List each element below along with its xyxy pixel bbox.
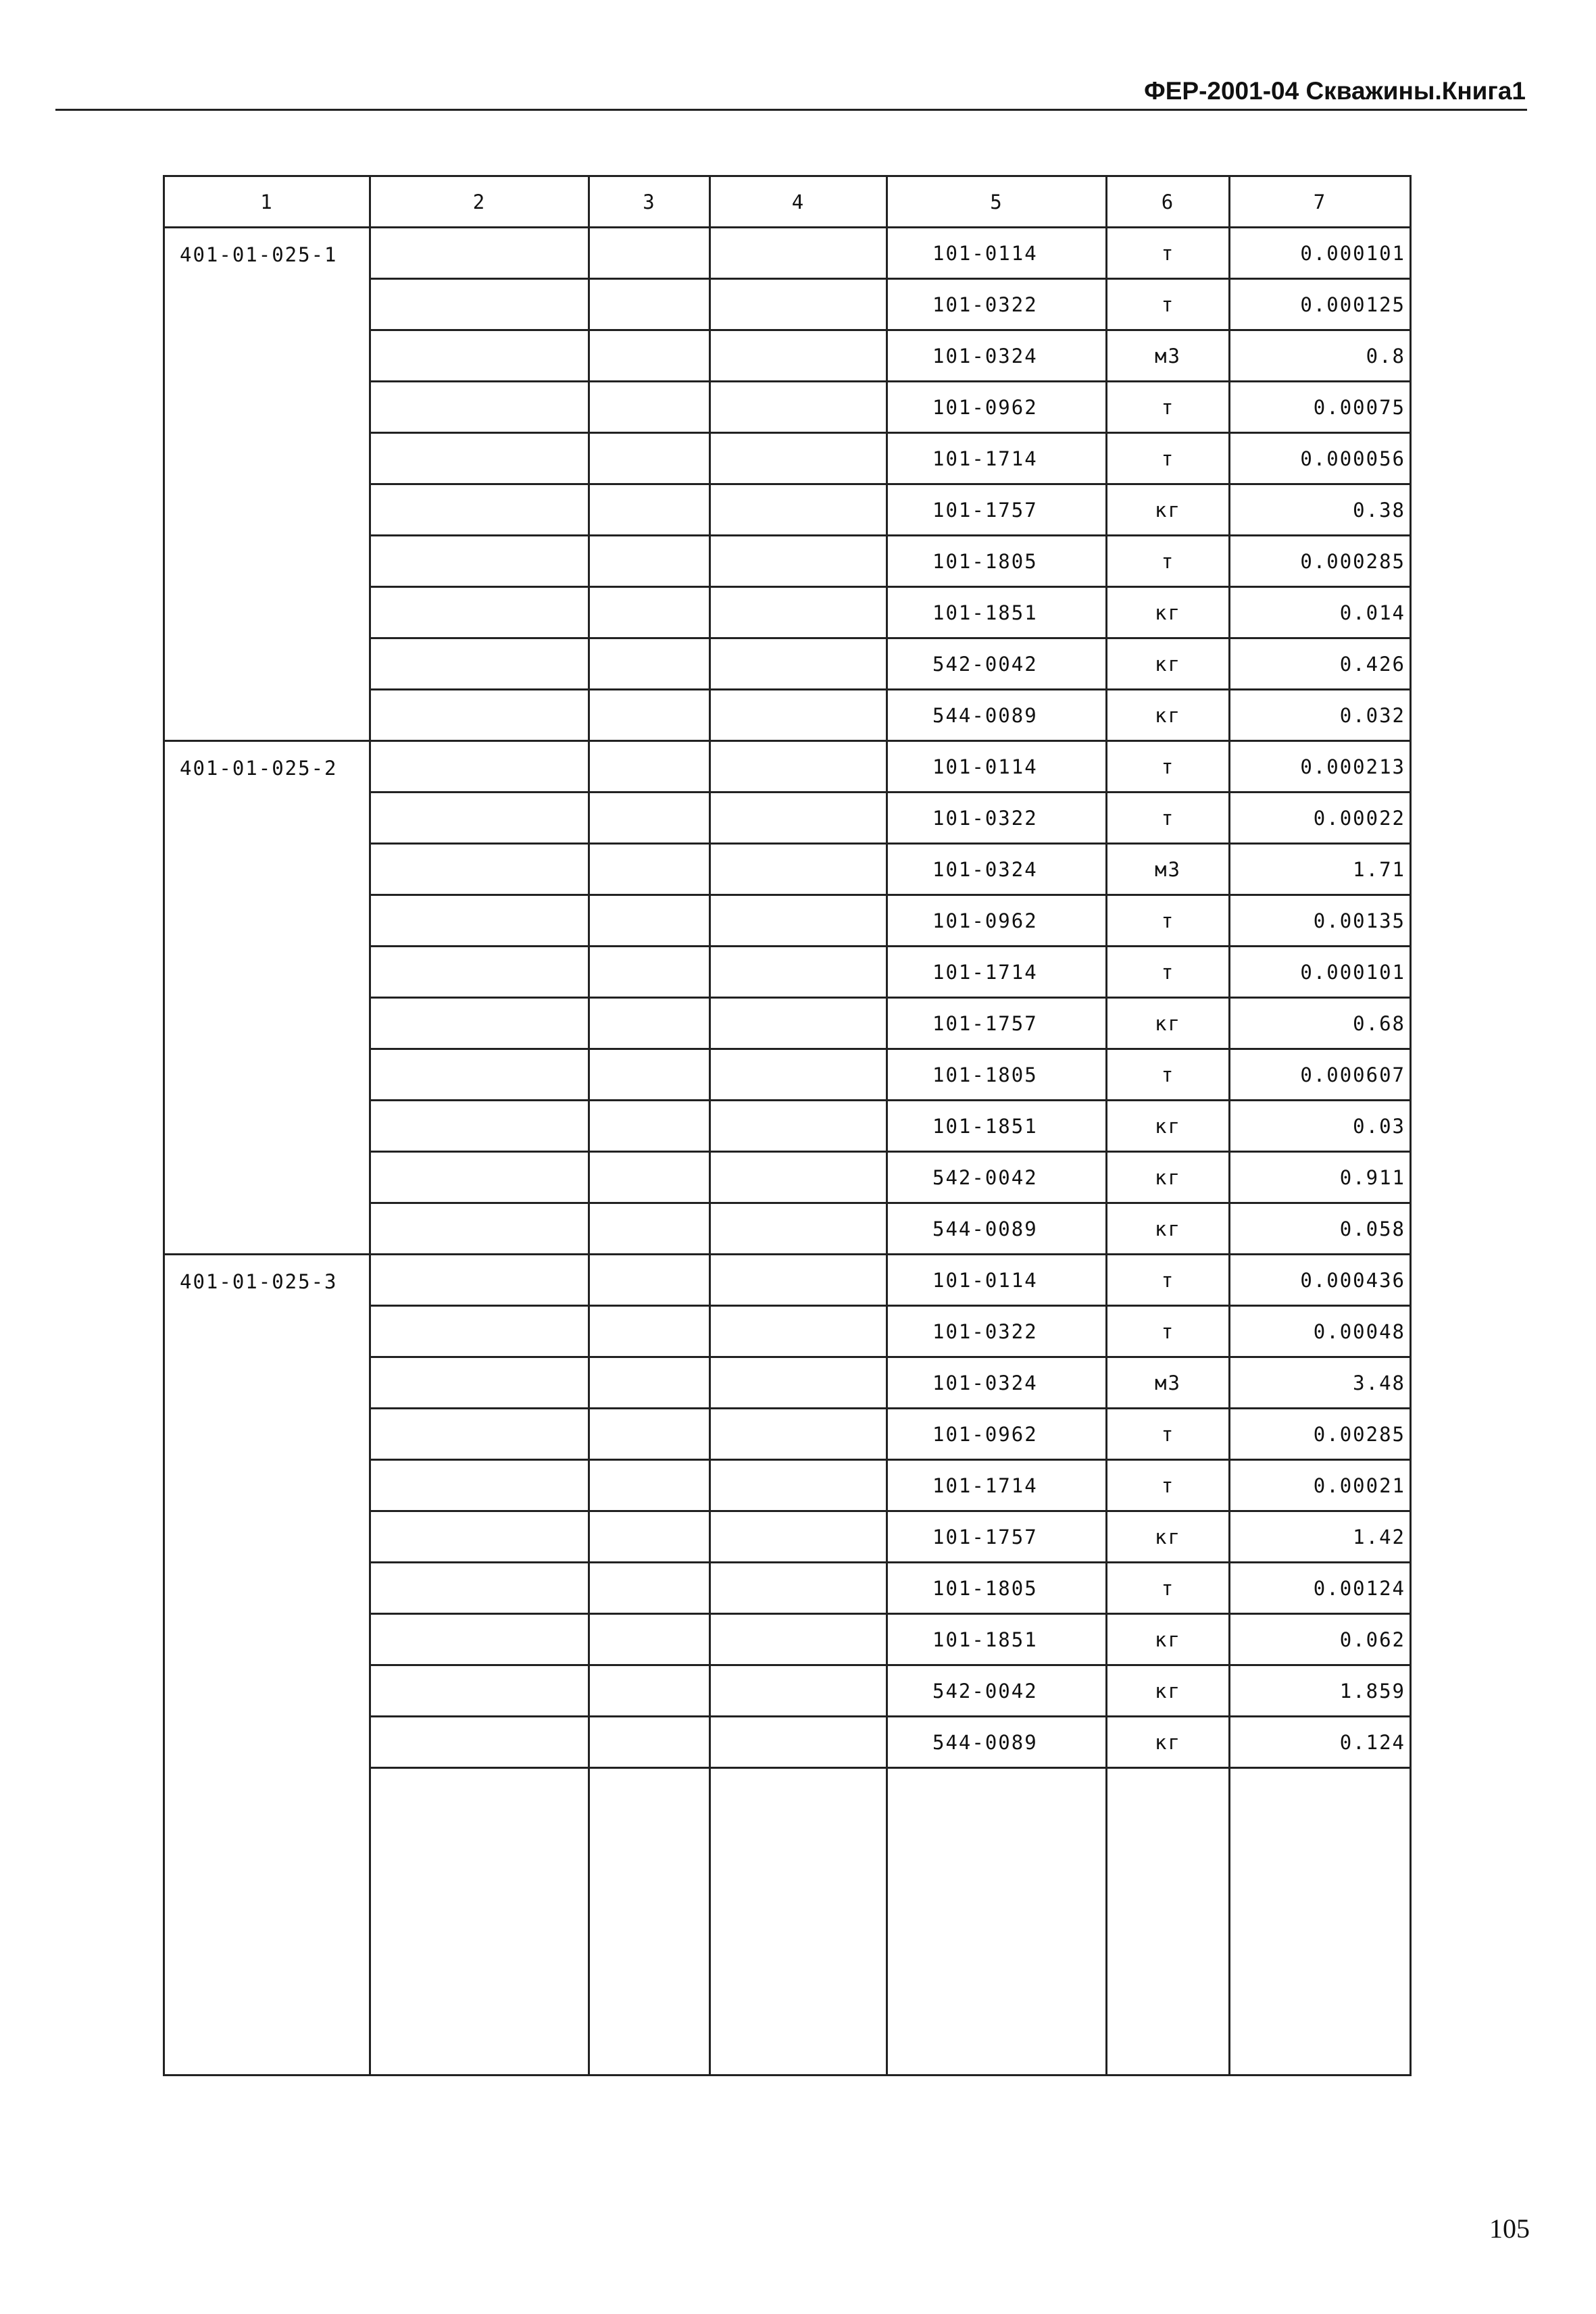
- column-number-row: [164, 176, 1411, 228]
- empty-cell: [710, 1511, 887, 1563]
- empty-cell: [589, 1614, 710, 1665]
- unit-cell: т: [1107, 1306, 1230, 1357]
- resource-code-cell: 544-0089: [887, 1203, 1107, 1255]
- empty-cell: [710, 279, 887, 330]
- quantity-cell: 0.8: [1230, 330, 1411, 382]
- empty-cell: [589, 1152, 710, 1203]
- quantity-cell: 0.000101: [1230, 228, 1411, 279]
- resource-code-cell: 101-1851: [887, 1614, 1107, 1665]
- empty-cell: [589, 1717, 710, 1768]
- unit-cell: м3: [1107, 1357, 1230, 1409]
- unit-cell: кг: [1107, 1665, 1230, 1717]
- unit-cell: т: [1107, 382, 1230, 433]
- unit-cell: кг: [1107, 587, 1230, 638]
- unit-cell: кг: [1107, 1101, 1230, 1152]
- resource-code-cell: 101-0322: [887, 1306, 1107, 1357]
- resource-code-cell: 101-1757: [887, 1511, 1107, 1563]
- column-header: 6: [1107, 176, 1230, 228]
- resource-code-cell: 101-1757: [887, 998, 1107, 1049]
- item-code: 401-01-025-1: [164, 228, 370, 741]
- resource-code-cell: 544-0089: [887, 690, 1107, 741]
- resource-code-cell: 544-0089: [887, 1717, 1107, 1768]
- empty-cell: [710, 741, 887, 793]
- empty-cell: [370, 998, 589, 1049]
- unit-cell: т: [1107, 228, 1230, 279]
- empty-cell: [589, 1768, 710, 2076]
- quantity-cell: 0.000607: [1230, 1049, 1411, 1101]
- empty-cell: [710, 947, 887, 998]
- resource-code-cell: 101-0324: [887, 844, 1107, 895]
- empty-cell: [589, 484, 710, 536]
- quantity-cell: 0.000436: [1230, 1255, 1411, 1306]
- quantity-cell: 0.00021: [1230, 1460, 1411, 1511]
- column-header: 4: [710, 176, 887, 228]
- empty-cell: [710, 382, 887, 433]
- empty-cell: [370, 1409, 589, 1460]
- table-row: [164, 741, 1411, 793]
- item-code: 401-01-025-2: [164, 741, 370, 1255]
- resource-code-cell: 101-1714: [887, 433, 1107, 484]
- quantity-cell: 0.68: [1230, 998, 1411, 1049]
- resource-code-cell: 101-0962: [887, 895, 1107, 947]
- empty-cell: [710, 1768, 887, 2076]
- empty-cell: [710, 1614, 887, 1665]
- quantity-cell: 0.00124: [1230, 1563, 1411, 1614]
- unit-cell: м3: [1107, 844, 1230, 895]
- empty-cell: [589, 690, 710, 741]
- empty-cell: [710, 484, 887, 536]
- empty-cell: [370, 1203, 589, 1255]
- empty-cell: [710, 793, 887, 844]
- empty-cell: [710, 1357, 887, 1409]
- empty-cell: [710, 1203, 887, 1255]
- empty-cell: [589, 1563, 710, 1614]
- table-row: [164, 228, 1411, 279]
- quantity-cell: 0.000213: [1230, 741, 1411, 793]
- empty-cell: [589, 1203, 710, 1255]
- empty-cell: [589, 279, 710, 330]
- empty-cell: [370, 1306, 589, 1357]
- unit-cell: т: [1107, 1049, 1230, 1101]
- empty-cell: [370, 1049, 589, 1101]
- empty-cell: [370, 741, 589, 793]
- empty-cell: [710, 433, 887, 484]
- empty-cell: [710, 998, 887, 1049]
- empty-cell: [710, 1717, 887, 1768]
- quantity-cell: 1.42: [1230, 1511, 1411, 1563]
- empty-cell: [710, 587, 887, 638]
- unit-cell: т: [1107, 793, 1230, 844]
- unit-cell: кг: [1107, 1717, 1230, 1768]
- empty-trailing-row: [164, 1768, 1411, 2076]
- page-number: 105: [1489, 2213, 1530, 2244]
- empty-cell: [370, 844, 589, 895]
- quantity-cell: 0.426: [1230, 638, 1411, 690]
- quantity-cell: 0.000285: [1230, 536, 1411, 587]
- resource-code-cell: 101-0114: [887, 741, 1107, 793]
- resource-code-cell: 101-0324: [887, 330, 1107, 382]
- quantity-cell: 0.00075: [1230, 382, 1411, 433]
- quantity-cell: 0.032: [1230, 690, 1411, 741]
- empty-cell: [710, 638, 887, 690]
- resource-code-cell: 101-1805: [887, 1563, 1107, 1614]
- resource-code-cell: 101-0114: [887, 1255, 1107, 1306]
- empty-cell: [370, 895, 589, 947]
- resource-code-cell: 542-0042: [887, 638, 1107, 690]
- empty-cell: [589, 895, 710, 947]
- unit-cell: т: [1107, 1460, 1230, 1511]
- resource-code-cell: 101-0322: [887, 279, 1107, 330]
- empty-cell: [589, 844, 710, 895]
- table-row: [164, 1255, 1411, 1306]
- empty-cell: [370, 638, 589, 690]
- unit-cell: кг: [1107, 484, 1230, 536]
- empty-cell: [370, 1717, 589, 1768]
- resource-code-cell: 101-1757: [887, 484, 1107, 536]
- resource-code-cell: 101-0962: [887, 382, 1107, 433]
- empty-cell: [370, 1768, 589, 2076]
- empty-cell: [370, 330, 589, 382]
- empty-cell: [589, 638, 710, 690]
- resource-code-cell: 101-0324: [887, 1357, 1107, 1409]
- empty-cell: [589, 1101, 710, 1152]
- empty-cell: [710, 1665, 887, 1717]
- empty-cell: [710, 536, 887, 587]
- empty-cell: [589, 382, 710, 433]
- empty-cell: [710, 330, 887, 382]
- empty-cell: [710, 1306, 887, 1357]
- empty-cell: [1230, 1768, 1411, 2076]
- quantity-cell: 0.00135: [1230, 895, 1411, 947]
- unit-cell: м3: [1107, 330, 1230, 382]
- empty-cell: [589, 1049, 710, 1101]
- document-title: ФЕР-2001-04 Скважины.Книга1: [1144, 77, 1526, 105]
- unit-cell: т: [1107, 279, 1230, 330]
- empty-cell: [589, 947, 710, 998]
- empty-cell: [370, 1563, 589, 1614]
- unit-cell: кг: [1107, 1152, 1230, 1203]
- resource-code-cell: 101-0322: [887, 793, 1107, 844]
- empty-cell: [370, 1665, 589, 1717]
- empty-cell: [370, 484, 589, 536]
- empty-cell: [370, 1357, 589, 1409]
- item-code: 401-01-025-3: [164, 1255, 370, 1768]
- resource-code-cell: 542-0042: [887, 1152, 1107, 1203]
- resource-code-cell: 101-0962: [887, 1409, 1107, 1460]
- empty-cell: [370, 433, 589, 484]
- unit-cell: т: [1107, 1563, 1230, 1614]
- column-header: 7: [1230, 176, 1411, 228]
- empty-cell: [370, 1255, 589, 1306]
- empty-cell: [589, 1511, 710, 1563]
- unit-cell: кг: [1107, 1614, 1230, 1665]
- empty-cell: [589, 1357, 710, 1409]
- empty-cell: [710, 1049, 887, 1101]
- empty-cell: [370, 1152, 589, 1203]
- unit-cell: т: [1107, 947, 1230, 998]
- empty-cell: [589, 587, 710, 638]
- empty-cell: [370, 947, 589, 998]
- empty-cell: [164, 1768, 370, 2076]
- empty-cell: [710, 228, 887, 279]
- resource-code-cell: 101-1805: [887, 536, 1107, 587]
- empty-cell: [370, 1614, 589, 1665]
- empty-cell: [589, 228, 710, 279]
- resource-code-cell: 101-1714: [887, 947, 1107, 998]
- empty-cell: [1107, 1768, 1230, 2076]
- unit-cell: кг: [1107, 1511, 1230, 1563]
- empty-cell: [710, 844, 887, 895]
- quantity-cell: 0.062: [1230, 1614, 1411, 1665]
- column-header: 1: [164, 176, 370, 228]
- resource-code-cell: 101-1714: [887, 1460, 1107, 1511]
- resource-code-cell: 101-1851: [887, 587, 1107, 638]
- empty-cell: [710, 1409, 887, 1460]
- empty-cell: [589, 793, 710, 844]
- quantity-cell: 0.00048: [1230, 1306, 1411, 1357]
- quantity-cell: 0.911: [1230, 1152, 1411, 1203]
- empty-cell: [589, 433, 710, 484]
- quantity-cell: 0.000101: [1230, 947, 1411, 998]
- resource-code-cell: 101-1851: [887, 1101, 1107, 1152]
- empty-cell: [589, 536, 710, 587]
- empty-cell: [589, 998, 710, 1049]
- empty-cell: [710, 690, 887, 741]
- quantity-cell: 1.859: [1230, 1665, 1411, 1717]
- empty-cell: [710, 1460, 887, 1511]
- quantity-cell: 1.71: [1230, 844, 1411, 895]
- unit-cell: кг: [1107, 638, 1230, 690]
- empty-cell: [370, 279, 589, 330]
- resource-code-cell: 542-0042: [887, 1665, 1107, 1717]
- quantity-cell: 0.124: [1230, 1717, 1411, 1768]
- quantity-cell: 0.00022: [1230, 793, 1411, 844]
- empty-cell: [589, 330, 710, 382]
- empty-cell: [370, 382, 589, 433]
- resource-code-cell: 101-0114: [887, 228, 1107, 279]
- unit-cell: т: [1107, 741, 1230, 793]
- column-header: 3: [589, 176, 710, 228]
- quantity-cell: 0.014: [1230, 587, 1411, 638]
- empty-cell: [589, 1665, 710, 1717]
- empty-cell: [589, 1255, 710, 1306]
- quantity-cell: 0.000056: [1230, 433, 1411, 484]
- empty-cell: [589, 1460, 710, 1511]
- column-header: 2: [370, 176, 589, 228]
- unit-cell: кг: [1107, 998, 1230, 1049]
- unit-cell: кг: [1107, 1203, 1230, 1255]
- quantity-cell: 3.48: [1230, 1357, 1411, 1409]
- quantity-cell: 0.058: [1230, 1203, 1411, 1255]
- empty-cell: [710, 1152, 887, 1203]
- unit-cell: т: [1107, 1255, 1230, 1306]
- empty-cell: [370, 793, 589, 844]
- quantity-cell: 0.00285: [1230, 1409, 1411, 1460]
- empty-cell: [589, 1409, 710, 1460]
- empty-cell: [710, 1101, 887, 1152]
- empty-cell: [370, 536, 589, 587]
- empty-cell: [887, 1768, 1107, 2076]
- empty-cell: [710, 1255, 887, 1306]
- empty-cell: [710, 1563, 887, 1614]
- empty-cell: [370, 690, 589, 741]
- table-body: [164, 228, 1411, 2076]
- unit-cell: кг: [1107, 690, 1230, 741]
- empty-cell: [370, 228, 589, 279]
- quantity-cell: 0.000125: [1230, 279, 1411, 330]
- empty-cell: [370, 587, 589, 638]
- unit-cell: т: [1107, 536, 1230, 587]
- unit-cell: т: [1107, 895, 1230, 947]
- empty-cell: [589, 1306, 710, 1357]
- quantity-cell: 0.03: [1230, 1101, 1411, 1152]
- empty-cell: [710, 895, 887, 947]
- unit-cell: т: [1107, 1409, 1230, 1460]
- unit-cell: т: [1107, 433, 1230, 484]
- empty-cell: [370, 1511, 589, 1563]
- quantity-cell: 0.38: [1230, 484, 1411, 536]
- empty-cell: [589, 741, 710, 793]
- column-header: 5: [887, 176, 1107, 228]
- header-rule: [55, 109, 1527, 111]
- resource-table: [163, 175, 1412, 2076]
- resource-code-cell: 101-1805: [887, 1049, 1107, 1101]
- empty-cell: [370, 1101, 589, 1152]
- empty-cell: [370, 1460, 589, 1511]
